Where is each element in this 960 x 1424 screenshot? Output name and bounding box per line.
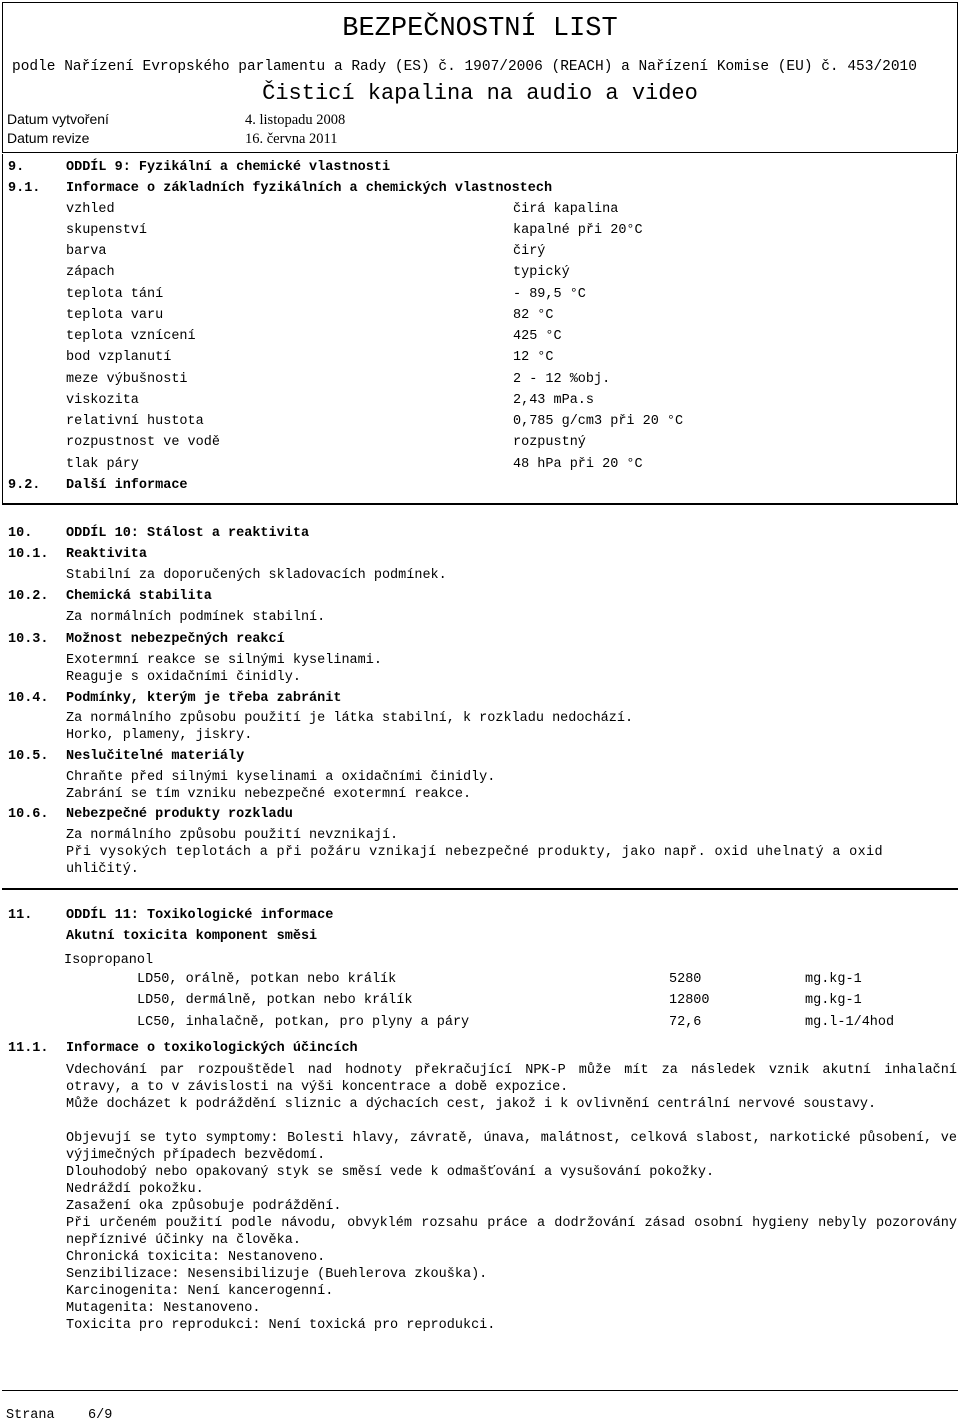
property-value: typický xyxy=(513,265,570,280)
subsection-number: 10.6. xyxy=(8,807,49,822)
component-name: Isopropanol xyxy=(64,953,154,968)
property-name: skupenství xyxy=(66,223,148,238)
property-value: 48 hPa při 20 °C xyxy=(513,457,643,472)
paragraph: Senzibilizace: Nesensibilizuje (Buehlerova zkouška). xyxy=(66,1267,488,1282)
paragraph: Mutagenita: Nestanoveno. xyxy=(66,1301,261,1316)
property-value: čirá kapalina xyxy=(513,202,619,217)
paragraph: Vdechování par rozpouštědel nad hodnoty překračující NPK-P může mít za následek vznik akutní inhalační otravy, a to v závislosti na výši koncentrace a době expozice. xyxy=(66,1063,957,1095)
property-value: 2,43 mPa.s xyxy=(513,393,595,408)
tox-test: LC50, inhalačně, potkan, pro plyny a páry xyxy=(137,1015,470,1030)
created-value: 4. listopadu 2008 xyxy=(245,112,346,128)
paragraph: Při určeném použití podle návodu, obvyklém rozsahu práce a dodržování zásad osobní hygieny nebyly pozorovány nepříznivé účinky na člověka. xyxy=(66,1216,957,1248)
body-line: Exotermní reakce se silnými kyselinami. xyxy=(66,653,382,668)
subsection-number: 10.1. xyxy=(8,547,49,562)
paragraph: Objevují se tyto symptomy: Bolesti hlavy, závratě, únava, malátnost, celková slabost, narkotické působení, ve výjimečných případech bezvědomí. xyxy=(66,1131,957,1163)
property-name: relativní hustota xyxy=(66,414,204,429)
product-name: Čisticí kapalina na audio a video xyxy=(262,81,698,106)
tox-value: 12800 xyxy=(669,993,710,1008)
revision-label: Datum revize xyxy=(7,130,90,146)
subsection-11-1-title: Informace o toxikologických účincích xyxy=(66,1041,358,1056)
section-10-number: 10. xyxy=(8,526,33,541)
right-border xyxy=(956,154,957,504)
subsection-title: Nebezpečné produkty rozkladu xyxy=(66,807,293,822)
subsection-9-2-title: Další informace xyxy=(66,478,188,493)
subsection-number: 10.3. xyxy=(8,632,49,647)
section-divider xyxy=(2,503,958,505)
property-value: 12 °C xyxy=(513,350,554,365)
tox-value: 72,6 xyxy=(669,1015,702,1030)
subsection-title: Neslučitelné materiály xyxy=(66,749,245,764)
section-11-title: ODDÍL 11: Toxikologické informace xyxy=(66,908,334,923)
paragraph: Chronická toxicita: Nestanoveno. xyxy=(66,1250,326,1265)
section-9-number: 9. xyxy=(8,160,25,175)
body-line: uhličitý. xyxy=(66,862,139,877)
paragraph: Karcinogenita: Není kancerogenní. xyxy=(66,1284,334,1299)
created-label: Datum vytvoření xyxy=(7,111,109,127)
subsection-title: Podmínky, kterým je třeba zabránit xyxy=(66,691,342,706)
subsection-9-1-number: 9.1. xyxy=(8,181,41,196)
section-divider xyxy=(2,888,958,890)
page-label: Strana xyxy=(6,1408,55,1423)
paragraph: Toxicita pro reprodukci: Není toxická pro reprodukci. xyxy=(66,1318,496,1333)
subsection-9-1-title: Informace o základních fyzikálních a chemických vlastnostech xyxy=(66,181,553,196)
body-line: Reaguje s oxidačními činidly. xyxy=(66,670,301,685)
paragraph: Může docházet k podráždění sliznic a dýchacích cest, jakož i k ovlivnění centrální nervové soustavy. xyxy=(66,1097,877,1112)
property-name: bod vzplanutí xyxy=(66,350,172,365)
property-value: čirý xyxy=(513,244,546,259)
tox-value: 5280 xyxy=(669,972,702,987)
tox-unit: mg.kg-1 xyxy=(805,972,862,987)
regulation-text: podle Nařízení Evropského parlamentu a Rady (ES) č. 1907/2006 (REACH) a Nařízení Komise (EU) č. 453/2010 xyxy=(12,59,917,75)
header-divider xyxy=(2,152,958,153)
property-name: tlak páry xyxy=(66,457,139,472)
tox-test: LD50, dermálně, potkan nebo králík xyxy=(137,993,413,1008)
section-11-number: 11. xyxy=(8,908,33,923)
property-value: kapalné při 20°C xyxy=(513,223,643,238)
property-name: teplota vznícení xyxy=(66,329,196,344)
revision-value: 16. června 2011 xyxy=(245,131,338,147)
property-name: teplota varu xyxy=(66,308,164,323)
body-line: Chraňte před silnými kyselinami a oxidačními činidly. xyxy=(66,770,496,785)
property-name: vzhled xyxy=(66,202,115,217)
body-line: Zabrání se tím vzniku nebezpečné exotermní reakce. xyxy=(66,787,472,802)
tox-unit: mg.kg-1 xyxy=(805,993,862,1008)
subsection-title: Chemická stabilita xyxy=(66,589,212,604)
property-value: rozpustný xyxy=(513,435,586,450)
property-name: rozpustnost ve vodě xyxy=(66,435,220,450)
property-value: 0,785 g/cm3 při 20 °C xyxy=(513,414,684,429)
property-name: viskozita xyxy=(66,393,139,408)
property-name: meze výbušnosti xyxy=(66,372,188,387)
document-title: BEZPEČNOSTNÍ LIST xyxy=(342,14,618,44)
property-value: 425 °C xyxy=(513,329,562,344)
acute-toxicity-title: Akutní toxicita komponent směsi xyxy=(66,929,318,944)
tox-test: LD50, orálně, potkan nebo králík xyxy=(137,972,397,987)
section-9-title: ODDÍL 9: Fyzikální a chemické vlastnosti xyxy=(66,160,391,175)
subsection-title: Reaktivita xyxy=(66,547,148,562)
body-line: Horko, plameny, jiskry. xyxy=(66,728,253,743)
subsection-number: 10.5. xyxy=(8,749,49,764)
tox-unit: mg.l-1/4hod xyxy=(805,1015,895,1030)
property-value: - 89,5 °C xyxy=(513,287,586,302)
body-line: Při vysokých teplotách a při požáru vznikají nebezpečné produkty, jako např. oxid uhelnatý a oxid xyxy=(66,845,883,860)
property-name: teplota tání xyxy=(66,287,164,302)
subsection-11-1-number: 11.1. xyxy=(8,1041,49,1056)
footer-divider xyxy=(2,1390,958,1391)
property-name: zápach xyxy=(66,265,115,280)
body-line: Za normálního způsobu použití je látka stabilní, k rozkladu nedochází. xyxy=(66,711,634,726)
property-value: 2 - 12 %obj. xyxy=(513,372,611,387)
body-line: Za normálního způsobu použití nevznikají. xyxy=(66,828,399,843)
subsection-number: 10.4. xyxy=(8,691,49,706)
paragraph: Zasažení oka způsobuje podráždění. xyxy=(66,1199,342,1214)
body-line: Za normálních podmínek stabilní. xyxy=(66,610,326,625)
property-value: 82 °C xyxy=(513,308,554,323)
property-name: barva xyxy=(66,244,107,259)
paragraph: Nedráždí pokožku. xyxy=(66,1182,204,1197)
page-number: 6/9 xyxy=(88,1408,113,1423)
subsection-9-2-number: 9.2. xyxy=(8,478,41,493)
subsection-title: Možnost nebezpečných reakcí xyxy=(66,632,285,647)
section-10-title: ODDÍL 10: Stálost a reaktivita xyxy=(66,526,310,541)
left-border xyxy=(2,154,3,504)
body-line: Stabilní za doporučených skladovacích podmínek. xyxy=(66,568,447,583)
subsection-number: 10.2. xyxy=(8,589,49,604)
paragraph: Dlouhodobý nebo opakovaný styk se směsí vede k odmašťování a vysušování pokožky. xyxy=(66,1165,715,1180)
